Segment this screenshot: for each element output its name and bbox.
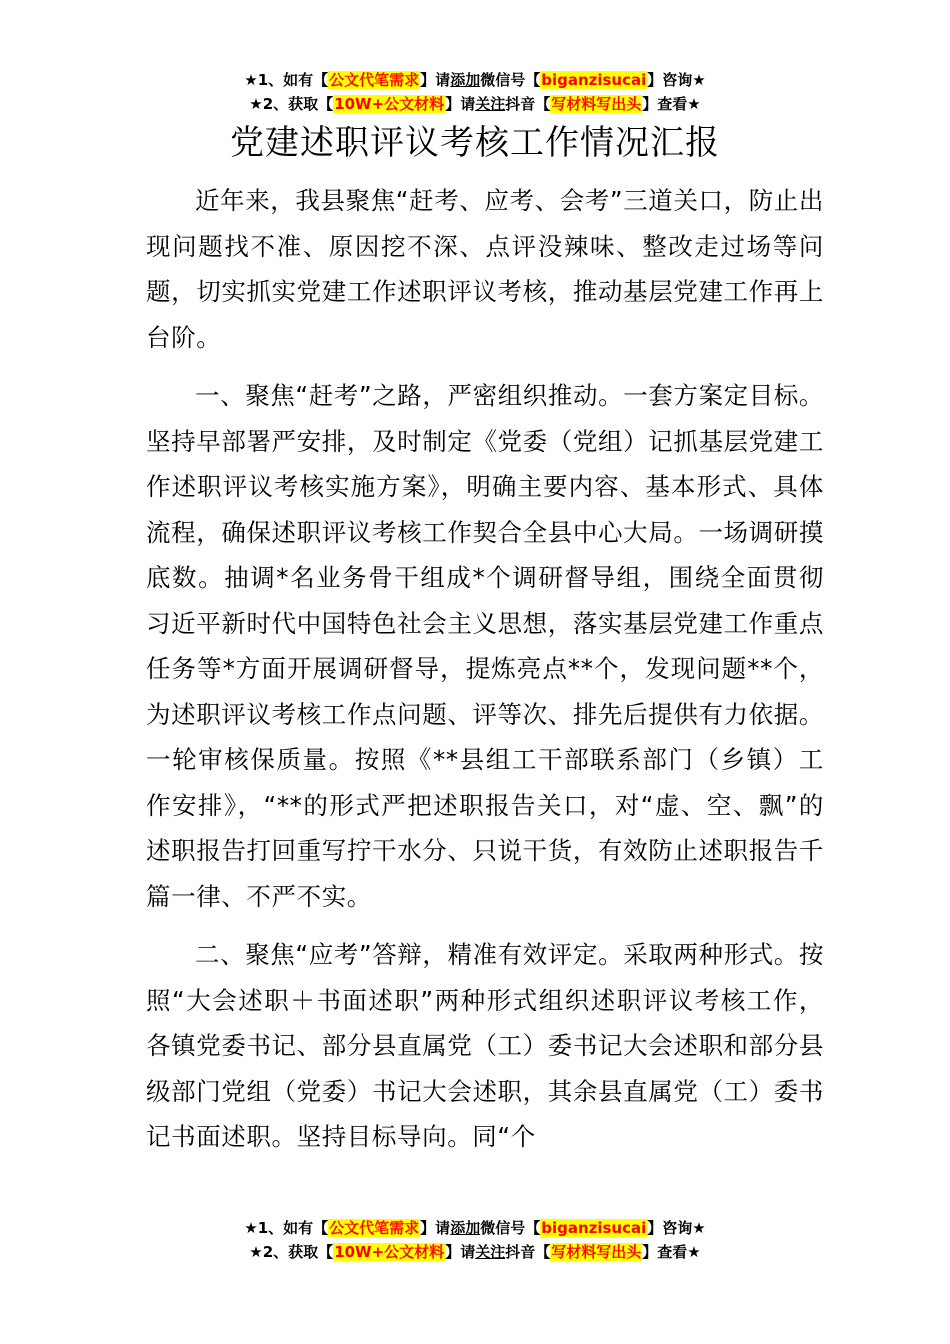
body-paragraph-intro: 近年来，我县聚焦“赶考、应考、会考”三道关口，防止出现问题找不准、原因挖不深、点评没辣味、整改走过场等问题，切实抓实党建工作述职评议考核，推动基层党建工作再上台阶。 [146,186,824,352]
promo-line-2 [0,92,950,116]
promo-text: 抖音【 [505,95,551,113]
promo-highlight: 公文代笔需求 [329,71,420,89]
promo-text: 】请 [420,71,451,89]
document-title: 党建述职评议考核工作情况汇报 [230,123,720,163]
promo-text: 】查看★ [642,1243,701,1261]
promo-text: ★1、如有【 [244,1219,329,1237]
promo-text: ★1、如有【 [244,71,329,89]
promo-highlight: 10W+公文材料 [334,1243,445,1261]
promo-highlight: 公文代笔需求 [329,1219,420,1237]
promo-underlined-text: 添加 [450,1219,481,1237]
promo-text: 】请 [445,1243,476,1261]
promo-text: 】查看★ [642,95,701,113]
promo-text: 微信号【 [480,1219,541,1237]
promo-highlight-wechat-id: biganzisucai [541,71,647,89]
promo-text: 微信号【 [480,71,541,89]
promo-text: 】请 [445,95,476,113]
promo-highlight-douyin-id: 写材料写出头 [551,95,642,113]
promo-line-1 [0,1216,950,1240]
promo-text: 】请 [420,1219,451,1237]
promo-highlight-wechat-id: biganzisucai [541,1219,647,1237]
top-promo-banner [0,68,950,116]
promo-underlined-text: 关注 [475,1243,506,1261]
promo-line-2 [0,1240,950,1264]
promo-text: ★2、获取【 [249,95,334,113]
document-body [146,178,824,1173]
promo-highlight-douyin-id: 写材料写出头 [551,1243,642,1261]
promo-underlined-text: 添加 [450,71,481,89]
promo-text: ★2、获取【 [249,1243,334,1261]
promo-line-1 [0,68,950,92]
promo-text: 】咨询★ [647,1219,706,1237]
body-paragraph-section-2: 二、聚焦“应考”答辩，精准有效评定。采取两种形式。按照“大会述职＋书面述职”两种形式组织述职评议考核工作，各镇党委书记、部分县直属党（工）委书记大会述职和部分县级部门党组（党委）书记大会述职，其余县直属党（工）委书记书面述职。坚持目标导向。同“个 [146,940,824,1151]
promo-underlined-text: 关注 [475,95,506,113]
body-paragraph-section-1: 一、聚焦“赶考”之路，严密组织推动。一套方案定目标。坚持早部署严安排，及时制定《党委（党组）记抓基层党建工作述职评议考核实施方案》，明确主要内容、基本形式、具体流程，确保述职评议考核工作契合全县中心大局。一场调研摸底数。抽调*名业务骨干组成*个调研督导组，围绕全面贯彻习近平新时代中国特色社会主义思想，落实基层党建工作重点任务等*方面开展调研督导，提炼亮点**个，发现问题**个，为述职评议考核工作点问题、评等次、排先后提供有力依据。一轮审核保质量。按照《**县组工干部联系部门（乡镇）工作安排》，“**的形式严把述职报告关口，对“虚、空、飘”的述职报告打回重写拧干水分、只说干货，有效防止述职报告千篇一律、不严不实。 [146,381,824,911]
promo-highlight: 10W+公文材料 [334,95,445,113]
promo-text: 抖音【 [505,1243,551,1261]
bottom-promo-banner [0,1216,950,1264]
promo-text: 】咨询★ [647,71,706,89]
